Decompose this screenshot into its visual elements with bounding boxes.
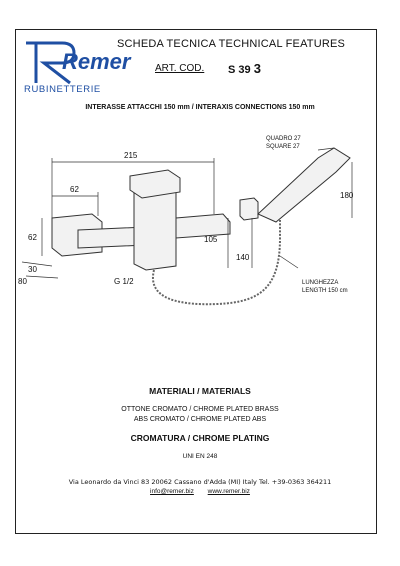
length-label-it: LUNGHEZZA [302,280,339,286]
hand-shower [258,148,350,222]
dim-depth-80: 80 [18,277,27,286]
dim-spout: 105 [204,235,218,244]
spout [176,214,230,238]
length-label-en: LENGTH 150 cm [302,288,348,294]
logo-text: Remer [62,49,131,74]
materials-heading: MATERIALI / MATERIALS [149,386,251,396]
dim-lever: 62 [70,185,79,194]
dim-depth-30: 30 [28,265,37,274]
dim-body-height: 62 [28,233,37,242]
square-label-it: QUADRO 27 [266,136,301,142]
email-link[interactable]: info@remer.biz [150,488,194,495]
interaxis-note: INTERASSE ATTACCHI 150 mm / INTERAXIS CONNECTIONS 150 mm [85,104,315,111]
brand-subtitle: RUBINETTERIE [24,84,101,95]
plating-heading: CROMATURA / CHROME PLATING [130,433,270,443]
technical-drawing [18,118,376,310]
article-code-prefix: S 39 [228,64,251,76]
sheet-title: SCHEDA TECNICA TECHNICAL FEATURES [117,38,346,50]
art-code-label: ART. COD. [155,63,205,74]
square-label-en: SQUARE 27 [266,144,300,150]
wall-holder [240,198,258,220]
material-line-abs: ABS CROMATO / CHROME PLATED ABS [133,416,267,423]
dim-hand-shower: 180 [340,191,354,200]
article-code [228,61,261,76]
thread-size: G 1/2 [114,277,134,286]
material-line-brass: OTTONE CROMATO / CHROME PLATED BRASS [121,406,279,413]
plating-standard: UNI EN 248 [182,453,218,460]
website-link[interactable]: www.remer.biz [207,488,250,495]
dim-total: 140 [236,253,250,262]
contact-links [0,488,400,495]
article-code-suffix: 3 [253,61,261,76]
dim-width: 215 [124,151,138,160]
company-address: Via Leonardo da Vinci 83 20062 Cassano d'Adda (MI) Italy Tel. +39-0363 364211 [68,478,332,486]
